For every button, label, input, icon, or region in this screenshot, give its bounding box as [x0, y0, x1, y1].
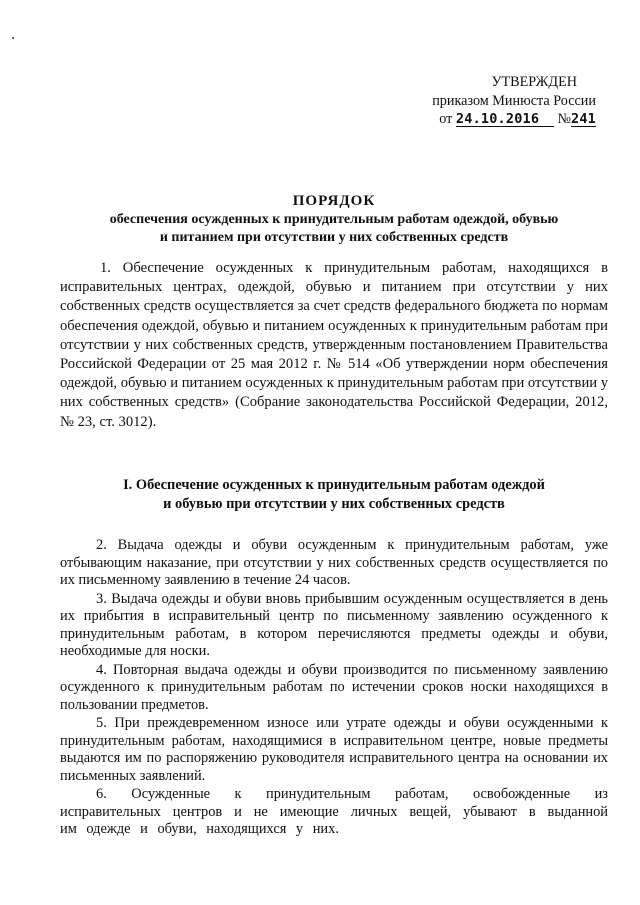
document-title — [60, 191, 608, 247]
section-1-heading-line-2: и обувью при отсутствии у них собственных средств — [163, 496, 505, 512]
section-1-heading-line-1: I. Обеспечение осужденных к принудительным работам одеждой — [123, 477, 545, 493]
order-date: 24.10.2016 — [456, 112, 554, 127]
section-1-heading — [60, 476, 608, 514]
intro-paragraph: 1. Обеспечение осужденных к принудительным работам, находящихся в исправительных центрах, одеждой, обувью и питанием при отсутствии у них собственных средств осуществляется за счет средств федерального бюджета по нормам обеспечения одеждой, обувью и питанием осужденных к принудительным работам при отсутствии у них собственных средств, утвержденным постановлением Правительства Российской Федерации от 25 мая 2012 г. № 514 «Об утверждении норм обеспечения одеждой, обувью и питанием осужденных к принудительным работам при отсутствии у них собственных средств» (Собрание законодательства Российской Федерации, 2012, № 23, ст. 3012). — [60, 260, 609, 430]
paragraph-2: 2. Выдача одежды и обуви осужденным к принудительным работам, уже отбывающим наказание, при отсутствии у них собственных средств осуществляется по их письменному заявлению в течение 24 часов. — [60, 537, 608, 588]
approved-label: УТВЕРЖДЕН — [491, 74, 577, 90]
paragraph-6: 6. Осужденные к принудительным работам, освобожденные из исправительных центров и не имеющие личных вещей, убывают в выданной им одежде и обуви, находящихся у них. — [60, 786, 608, 837]
scan-speck — [12, 37, 14, 39]
section-1-paragraphs — [60, 537, 608, 840]
order-line: приказом Минюста России — [432, 92, 596, 109]
approval-stamp-block — [416, 73, 596, 129]
paragraph-4: 4. Повторная выдача одежды и обуви производится по письменному заявлению осужденного к принудительным работам по истечении сроков носки находящихся в пользовании предметов. — [60, 661, 608, 713]
number-prefix: № — [557, 111, 572, 127]
title-line-1: обеспечения осужденных к принудительным работам одеждой, обувью — [109, 212, 559, 227]
paragraph-3: 3. Выдача одежды и обуви вновь прибывшим осужденным осуществляется в день их прибытия в исправительный центр по письменному заявлению осужденного к принудительным работам, в котором перечисляются предметы одежды и обуви, необходимые для носки. — [60, 590, 608, 659]
paragraph-5: 5. При преждевременном износе или утрате одежды и обуви осужденными к принудительным работам, находящимися в исправительном центре, новые предметы выдаются им по распоряжению руководителя исправительного центра на основании их письменных заявлений. — [60, 715, 608, 784]
date-prefix: от — [439, 111, 453, 127]
order-number: 241 — [571, 111, 596, 127]
title-main: ПОРЯДОК — [292, 193, 376, 209]
title-line-2: и питанием при отсутствии у них собственных средств — [159, 230, 509, 245]
date-number-line — [416, 110, 596, 129]
